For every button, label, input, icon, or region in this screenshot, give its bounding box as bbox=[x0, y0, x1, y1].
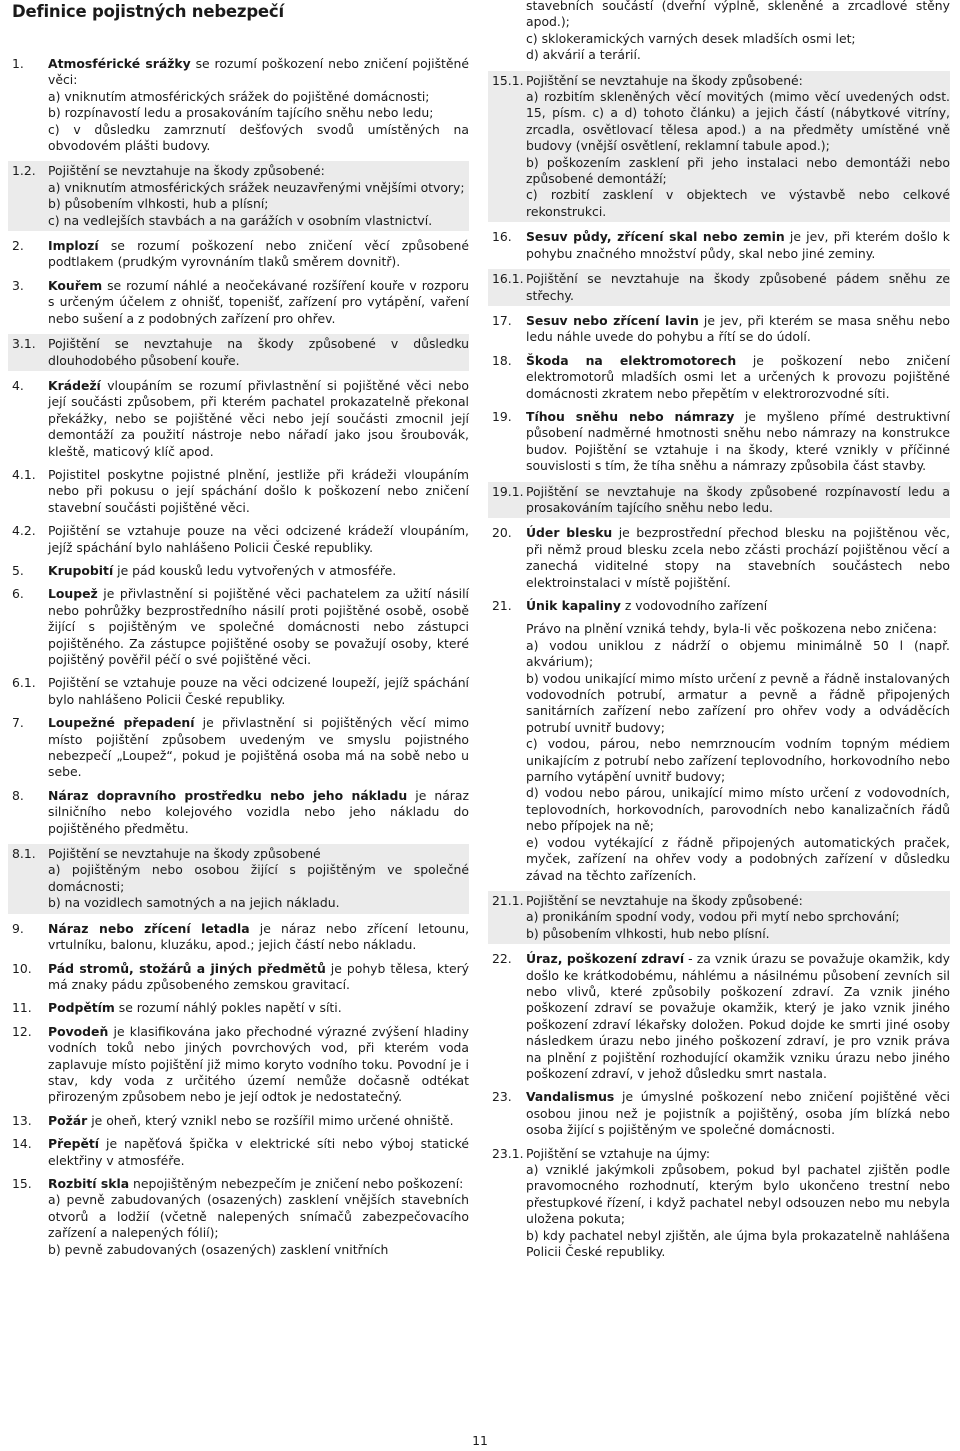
clause-text bbox=[526, 525, 950, 591]
clause-line-text: je bezprostřední přechod blesku na pojištěnou věc, při němž proud blesku zcela nebo zčásti prochází pojištěnou věcí a zanechá viditelné stopy na stavebních součástech nebo elektroinstalaci v místě pojištění. bbox=[526, 525, 951, 590]
clause-line-text: Pojištění se nevztahuje na škody způsobené rozpínavostí ledu a prosakováním tajícího sněhu nebo ledu. bbox=[526, 483, 950, 515]
clause-line bbox=[526, 229, 950, 262]
clause-text bbox=[48, 1000, 469, 1016]
clause-line-text: Právo na plnění vzniká tehdy, byla-li věc poškozena nebo zničena: bbox=[526, 621, 937, 637]
clause-line bbox=[526, 409, 950, 475]
clause-number: 20. bbox=[492, 525, 512, 541]
defined-term: Kouřem bbox=[48, 277, 103, 293]
defined-term: Podpětím bbox=[48, 1000, 115, 1016]
clause-line-text: je úmyslné poškození nebo zničení pojištěné věci osobou jinou než je pojistník a pojištěný, osoba jím blízká nebo osoba žijící s pojištěným ve společné domácnosti. bbox=[526, 1089, 950, 1138]
defined-term: Povodeň bbox=[48, 1023, 109, 1039]
clause-line-text: d) akvárií a terárií. bbox=[526, 47, 641, 63]
clause-18 bbox=[488, 353, 950, 402]
clause-line bbox=[526, 271, 950, 304]
clause-line bbox=[526, 484, 950, 517]
defined-term: Požár bbox=[48, 1112, 88, 1128]
clause-text bbox=[526, 598, 950, 614]
clause-7 bbox=[8, 715, 469, 781]
clause-text bbox=[526, 1089, 950, 1138]
clause-line bbox=[48, 1176, 469, 1192]
clause-line-text: b) poškozením zasklení při jeho instalaci nebo demontáži nebo způsobené demontáží; bbox=[526, 154, 950, 187]
clause-number: 15. bbox=[12, 1175, 32, 1191]
clause-number: 12. bbox=[12, 1023, 32, 1039]
clause-number: 23. bbox=[492, 1089, 512, 1105]
clause-text bbox=[48, 467, 469, 516]
clause-line bbox=[48, 1000, 469, 1016]
clause-line-text: se rozumí náhlé a neočekávané rozšíření kouře v rozporu s určeným účelem z ohnišť, topenišť, zařízení pro vytápění, vaření nebo sušení a z podobných zařízení pro ohřev. bbox=[48, 277, 469, 326]
clause-line bbox=[526, 951, 950, 1082]
clause-line bbox=[48, 862, 469, 895]
clause-line bbox=[48, 467, 469, 516]
clause-text bbox=[48, 1113, 469, 1129]
clause-line bbox=[526, 1162, 950, 1228]
clause-number: 1. bbox=[12, 56, 24, 71]
clause-line-text: nepojištěným nebezpečím je zničení nebo poškození: bbox=[129, 1175, 464, 1191]
clause-number: 14. bbox=[12, 1136, 32, 1152]
clause-8 bbox=[8, 788, 469, 837]
clause-text bbox=[48, 163, 469, 229]
clause-line bbox=[48, 180, 469, 196]
clause-line bbox=[48, 846, 469, 862]
clause-11 bbox=[8, 1000, 469, 1016]
clause-line bbox=[526, 736, 950, 785]
clause-number: 3. bbox=[12, 277, 24, 293]
clause-number: 16.1. bbox=[492, 271, 524, 287]
clause-line bbox=[48, 1242, 469, 1258]
clause-number: 21.1. bbox=[492, 892, 524, 908]
clause-line-text: Pojištění se vztahuje pouze na věci odcizené krádeží vloupáním, jejíž spáchání bylo nahlášeno Policii České republiky. bbox=[48, 523, 469, 555]
clause-number: 4.2. bbox=[12, 523, 36, 539]
clause-line-text: je oheň, který vznikl nebo se rozšířil mimo určené ohniště. bbox=[87, 1112, 454, 1128]
clause-text bbox=[526, 271, 950, 304]
clause-line-text: c) vodou, párou, nebo nemrznoucím vodním topným médiem unikajícím z potrubí nebo zařízení teplovodního, horkovodního nebo parního vytápění uvnitř budovy; bbox=[526, 736, 950, 785]
defined-term: Úraz, poškození zdraví bbox=[526, 951, 685, 967]
defined-term: Úder blesku bbox=[526, 525, 613, 541]
clause-number: 1.2. bbox=[12, 163, 36, 179]
clause-line bbox=[48, 961, 469, 994]
clause-number: 11. bbox=[12, 1000, 32, 1016]
clause-number: 10. bbox=[12, 960, 32, 976]
clause-line-text: b) působením vlhkosti, hub a plísní; bbox=[48, 196, 269, 212]
defined-term: Atmosférické srážky bbox=[48, 56, 191, 71]
clause-line bbox=[526, 0, 950, 31]
clause-line bbox=[526, 31, 950, 47]
clause-number: 21. bbox=[492, 598, 512, 613]
clause-text bbox=[526, 1146, 950, 1261]
clause-12 bbox=[8, 1024, 469, 1106]
clause-number: 23.1. bbox=[492, 1145, 524, 1161]
clause-line bbox=[526, 1146, 950, 1162]
clause-5 bbox=[8, 563, 469, 579]
clause-line bbox=[526, 1228, 950, 1261]
clause-20 bbox=[488, 525, 950, 591]
clause-line-text: je poškození nebo zničení elektromotorů mladších osmi let a určených k provozu pojištěné domácnosti zkratem nebo přepětím v elektrorozvodné síti. bbox=[526, 352, 950, 401]
clause-line-text: je klasifikována jako přechodné výrazné zvýšení hladiny vodních toků nebo jiných povrchových vod, při kterém voda zaplavuje místo pojištění již mimo koryto vodního toku. Povodní je i stav, kdy voda z určitého území nemůže dočasně odtékat přirozeným způsobem nebo je její odtok je nedostatečný. bbox=[48, 1023, 469, 1105]
clause-line-text: b) působením vlhkosti, hub nebo plísní. bbox=[526, 925, 770, 941]
clause-text bbox=[48, 56, 469, 154]
clause-line-text: c) sklokeramických varných desek mladších osmi let; bbox=[526, 30, 856, 46]
clause-line-text: je napěťová špička v elektrické síti nebo výboj statické elektřiny v atmosféře. bbox=[48, 1136, 469, 1168]
clause-line-text: je pád kousků ledu vytvořených v atmosféře. bbox=[113, 562, 397, 578]
clause-number: 22. bbox=[492, 951, 512, 967]
clause-line bbox=[526, 525, 950, 591]
clause-line-text: a) vniknutím atmosférických srážek neuzavřenými vnějšími otvory; bbox=[48, 179, 465, 195]
defined-term: Přepětí bbox=[48, 1136, 100, 1152]
clause-line bbox=[526, 1089, 950, 1138]
clause-number: 9. bbox=[12, 920, 24, 936]
clause-line-text: Pojištění se nevztahuje na škody způsobené: bbox=[48, 163, 325, 179]
clause-line bbox=[526, 909, 950, 925]
clause-line-text: je myšleno přímé destruktivní působení nadměrné hmotnosti sněhu nebo námrazy na konstrukce budov. Pojištění se vztahuje i na škody, které vznikly v příčinné souvislosti s tím, že tíha sněhu a námrazy způsobila část stavby. bbox=[526, 408, 950, 474]
clause-text bbox=[48, 278, 469, 327]
clause-line bbox=[48, 238, 469, 271]
clause-line bbox=[48, 895, 469, 911]
clause-text bbox=[526, 229, 950, 262]
clause-line-text: c) na vedlejších stavbách a na garážích v osobním vlastnictví. bbox=[48, 212, 433, 228]
defined-term: Pád stromů, stožárů a jiných předmětů bbox=[48, 960, 326, 976]
left-column bbox=[8, 56, 469, 1265]
defined-term: Sesuv půdy, zřícení skal nebo zemin bbox=[526, 229, 785, 245]
clause-line-text: Pojistitel poskytne pojistné plnění, jestliže při krádeži vloupáním nebo při pokusu o její spáchání došlo k poškození nebo zničení stavební součásti pojištěné věci. bbox=[48, 466, 469, 515]
clause-line bbox=[48, 1113, 469, 1129]
clause-line-text: a) pronikáním spodní vody, vodou při mytí nebo sprchování; bbox=[526, 909, 900, 925]
clause-line bbox=[48, 1192, 469, 1241]
clause-line bbox=[48, 523, 469, 556]
clause-line bbox=[526, 187, 950, 220]
clause-number: 7. bbox=[12, 715, 24, 731]
clause-line-text: vloupáním se rozumí přivlastnění si pojištěné věci nebo její součásti způsobem, při kterém pachatel prokazatelně překonal překážky, nebo se pojištěné věci nebo její součásti zmocnil její demontáží za použití nástroje nebo nářadí jako jsou šroubovák, kleště, maticový klíč apod. bbox=[48, 377, 469, 459]
clause-line bbox=[48, 89, 469, 105]
clause-line-text: a) pojištěným nebo osobou žijící s pojištěným ve společné domácnosti; bbox=[48, 862, 469, 894]
clause-line-text: a) vodou uniklou z nádrží o objemu minimálně 50 l (např. akvárium); bbox=[526, 637, 950, 670]
clause-text bbox=[526, 484, 950, 517]
clause-line-text: Pojištění se nevztahuje na škody způsobené v důsledku dlouhodobého působení kouře. bbox=[48, 336, 469, 368]
clause-line bbox=[48, 56, 469, 89]
clause-15 bbox=[8, 1176, 469, 1258]
clause-4-1 bbox=[8, 467, 469, 516]
clause-line bbox=[48, 196, 469, 212]
clause-line bbox=[526, 835, 950, 884]
clause-line bbox=[48, 278, 469, 327]
clause-23 bbox=[488, 1089, 950, 1138]
clause-line-text: c) rozbití zasklení v objektech ve výstavbě nebo celkové rekonstrukci. bbox=[526, 187, 950, 219]
clause-number bbox=[488, 0, 526, 64]
clause-line-text: se rozumí náhlý pokles napětí v síti. bbox=[114, 1000, 342, 1016]
clause-line bbox=[526, 73, 950, 89]
clause-line bbox=[48, 1024, 469, 1106]
clause-text bbox=[526, 621, 950, 884]
clause-number: 4.1. bbox=[12, 466, 36, 482]
clause-1-2 bbox=[8, 161, 469, 231]
clause-8-1 bbox=[8, 844, 469, 914]
clause-line-text: a) vniknutím atmosférických srážek do pojištěné domácnosti; bbox=[48, 88, 430, 104]
defined-term: Náraz nebo zřícení letadla bbox=[48, 920, 250, 936]
clause-number bbox=[488, 621, 526, 884]
clause-line-text: b) vodou unikající mimo místo určení z pevně a řádně instalovaných vodovodních potrubí, armatur a pevně a řádně připojených sanitárních zařízení nebo zařízení pro ohřev vody a odváděcích potrubí uvnitř budovy; bbox=[526, 670, 950, 735]
clause-15-1 bbox=[488, 71, 950, 223]
clause-14 bbox=[8, 1136, 469, 1169]
clause-line bbox=[48, 921, 469, 954]
clause-line bbox=[526, 313, 950, 346]
clause-3 bbox=[8, 278, 469, 327]
clause-19 bbox=[488, 409, 950, 475]
clause-line-text: je pohyb tělesa, který má znaky pádu způsobeného zemskou gravitací. bbox=[48, 960, 469, 992]
clause-16-1 bbox=[488, 269, 950, 306]
defined-term: Vandalismus bbox=[526, 1089, 615, 1105]
clause-22 bbox=[488, 951, 950, 1082]
defined-term: Loupež bbox=[48, 586, 98, 602]
clause-line bbox=[526, 598, 950, 614]
clause-line bbox=[526, 893, 950, 909]
clause-line bbox=[526, 785, 950, 834]
clause-line-text: Pojištění se vztahuje na újmy: bbox=[526, 1145, 711, 1161]
clause-line bbox=[48, 563, 469, 579]
clause-line-text: je přivlastnění si pojištěné věci pachatelem za užití násilí nebo pohrůžky bezprostředního násilí proti pojištěné osobě, osobě žijící s pojištěným ve společné domácnosti nebo zástupci pojištěného. Za zástupce pojištěné osoby se považují osoby, které pojištěný pověřil péčí o své pojištěné věci. bbox=[48, 586, 469, 667]
clause-number: 15.1. bbox=[492, 72, 524, 88]
clause-line-text: b) pevně zabudovaných (osazených) zasklení vnitřních bbox=[48, 1241, 389, 1257]
clause-text bbox=[526, 313, 950, 346]
clause-line bbox=[526, 47, 950, 63]
defined-term: Tíhou sněhu nebo námrazy bbox=[526, 408, 735, 424]
clause-number: 16. bbox=[492, 229, 512, 245]
clause-line-text: se rozumí poškození nebo zničení pojištěné věci: bbox=[48, 56, 469, 88]
clause-line-text: Pojištění se vztahuje pouze na věci odcizené loupeží, jejíž spáchání bylo nahlášeno Policii České republiky. bbox=[48, 675, 469, 707]
clause-line-text: je jev, při kterém se masa sněhu nebo ledu náhle uvede do pohybu a řítí se do údolí. bbox=[526, 312, 950, 345]
defined-term: Krádeží bbox=[48, 377, 101, 393]
clause-text bbox=[48, 788, 469, 837]
defined-term: Únik kapaliny bbox=[526, 598, 621, 613]
clause-line bbox=[48, 788, 469, 837]
clause-16 bbox=[488, 229, 950, 262]
clause-text bbox=[48, 715, 469, 781]
clause-line-text: b) kdy pachatel nebyl zjištěn, ale újma byla prokazatelně nahlášena Policii České republiky. bbox=[526, 1227, 950, 1260]
defined-term: Škoda na elektromotorech bbox=[526, 352, 737, 368]
clause-line-text: a) rozbitím skleněných věcí movitých (mimo věcí uvedených odst. 15, písm. c) a d) tohoto článku) a jejich částí (nábytkové vitríny, zrcadla, osvětlovací tělesa apod.) a na předměty umístěné vně budovy (vnější osvětlení, reklamní tabule apod.); bbox=[526, 89, 950, 154]
clause-21 bbox=[488, 598, 950, 614]
clause-line bbox=[526, 621, 950, 637]
clause-number: 19. bbox=[492, 408, 512, 424]
clause-line-text: - za vznik úrazu se považuje okamžik, kdy došlo ke krátkodobému, náhlému a násilnému působení zevních sil nebo vlivů, které způsobily poškození zdraví. Za vznik jiného poškození zdraví se považuje okamžik, který je jako vznik jiného poškození zdraví lékařsky doložen. Pokud dojde ke smrti jiné osoby následkem úrazu nebo jiného poškození zdraví, je pro vznik práva na plnění z pojištění rozhodující okamžik vzniku úrazu nebo jiného poškození zdraví, v jehož důsledku smrt nastala. bbox=[526, 951, 950, 1081]
clause-number: 2. bbox=[12, 238, 24, 254]
page-title: Definice pojistných nebezpečí bbox=[12, 2, 284, 21]
clause-text bbox=[48, 846, 469, 912]
clause-number: 13. bbox=[12, 1112, 32, 1128]
clause-number: 8. bbox=[12, 787, 24, 803]
clause-2 bbox=[8, 238, 469, 271]
clause-line bbox=[48, 336, 469, 369]
clause-4 bbox=[8, 378, 469, 460]
clause-line bbox=[526, 89, 950, 155]
clause-line bbox=[48, 715, 469, 781]
clause-line bbox=[48, 213, 469, 229]
clause-text bbox=[48, 563, 469, 579]
clause-text bbox=[48, 336, 469, 369]
clause-text bbox=[526, 0, 950, 64]
clause-number: 19.1. bbox=[492, 483, 524, 499]
defined-term: Krupobití bbox=[48, 562, 114, 578]
clause-4-2 bbox=[8, 523, 469, 556]
clause-3-1 bbox=[8, 334, 469, 371]
clause-line bbox=[48, 378, 469, 460]
clause-line bbox=[526, 155, 950, 188]
clause-number: 6.1. bbox=[12, 675, 36, 691]
defined-term: Rozbití skla bbox=[48, 1175, 130, 1191]
clause-text bbox=[48, 238, 469, 271]
clause-number: 5. bbox=[12, 562, 24, 578]
clause-17 bbox=[488, 313, 950, 346]
clause-line-text: se rozumí poškození nebo zničení věcí způsobené podtlakem (prudkým vyrovnáním tlaků směrem dovnitř). bbox=[48, 238, 469, 270]
clause-line-text: d) vodou nebo párou, unikající mimo místo určení z vodovodních, teplovodních, horkovodních, parovodních nebo kanalizačních řádů nebo přípojek na ně; bbox=[526, 785, 950, 834]
clause-line-text: c) v důsledku zamrznutí dešťových svodů umístěných na obvodovém plášti budovy. bbox=[48, 121, 469, 154]
clause-line-text: je náraz silničního nebo kolejového vozidla nebo jeho nákladu do pojištěného předmětu. bbox=[48, 787, 469, 836]
clause-line-text: Pojištění se nevztahuje na škody způsobené: bbox=[526, 72, 803, 88]
clause-line-text: je náraz nebo zřícení letounu, vrtulníku, balonu, kluzáku, apod.; jejich částí nebo nákladu. bbox=[48, 920, 470, 953]
clause-text bbox=[48, 921, 469, 954]
clause-text bbox=[526, 409, 950, 475]
right-column bbox=[488, 0, 950, 1267]
clause-line bbox=[48, 675, 469, 708]
clause-continuation bbox=[488, 0, 950, 64]
clause-text bbox=[48, 1136, 469, 1169]
clause-line-text: z vodovodního zařízení bbox=[620, 598, 768, 613]
clause-line-text: b) rozpínavostí ledu a prosakováním tajícího sněhu nebo ledu; bbox=[48, 105, 434, 121]
clause-number: 8.1. bbox=[12, 846, 36, 862]
clause-line-text: Pojištění se nevztahuje na škody způsobené: bbox=[526, 892, 803, 908]
clause-line bbox=[48, 105, 469, 121]
clause-line-text: Pojištění se nevztahuje na škody způsobené pádem sněhu ze střechy. bbox=[526, 271, 950, 303]
clause-21-1 bbox=[488, 891, 950, 944]
clause-line-text: je přivlastnění si pojištěných věcí mimo místo pojištění způsobem uvedeným ve smyslu pojistného nebezpečí „Loupež“, pokud je pojištěná osoba má na sobě nebo u sebe. bbox=[48, 715, 469, 780]
clause-line-text: e) vodou vytékající z řádně připojených automatických praček, myček, zařízení na ohřev vody a podobných zařízení v důsledku závad na těchto zařízeních. bbox=[526, 834, 950, 883]
clause-10 bbox=[8, 961, 469, 994]
clause-line-text: b) na vozidlech samotných a na jejich nákladu. bbox=[48, 895, 340, 911]
clause-number: 18. bbox=[492, 352, 512, 368]
clause-line-text: a) pevně zabudovaných (osazených) zasklení vnějších stavebních otvorů a lodžií (včetně nalepených snímačů zabezpečovacího zařízení a nalepených fólií); bbox=[48, 1192, 469, 1241]
clause-text bbox=[48, 378, 469, 460]
clause-text bbox=[526, 353, 950, 402]
clause-line bbox=[526, 926, 950, 942]
defined-term: Implozí bbox=[48, 238, 99, 254]
clause-line-text: stavebních součástí (dveřní výplně, skleněné a zrcadlové stěny apod.); bbox=[526, 0, 950, 30]
clause-text bbox=[48, 586, 469, 668]
clause-line bbox=[48, 1136, 469, 1169]
clause-line bbox=[48, 586, 469, 668]
clause-number: 3.1. bbox=[12, 336, 36, 352]
clause-text bbox=[48, 961, 469, 994]
clause-text bbox=[48, 1176, 469, 1258]
clause-line bbox=[526, 671, 950, 737]
clause-number: 4. bbox=[12, 377, 24, 393]
clause-13 bbox=[8, 1113, 469, 1129]
clause-line-text: je jev, při kterém došlo k pohybu značného množství půdy, skal nebo jiné zeminy. bbox=[526, 229, 950, 261]
defined-term: Sesuv nebo zřícení lavin bbox=[526, 312, 699, 328]
clause-number: 6. bbox=[12, 586, 24, 602]
clause-1 bbox=[8, 56, 469, 154]
clause-text bbox=[526, 73, 950, 221]
clause-line bbox=[48, 163, 469, 179]
clause-6 bbox=[8, 586, 469, 668]
clause-continuation bbox=[488, 621, 950, 884]
page-number: 11 bbox=[472, 1433, 488, 1448]
clause-text bbox=[526, 951, 950, 1082]
clause-line bbox=[526, 638, 950, 671]
clause-19-1 bbox=[488, 482, 950, 519]
clause-number: 17. bbox=[492, 312, 512, 328]
defined-term: Loupežné přepadení bbox=[48, 715, 195, 731]
clause-line bbox=[526, 353, 950, 402]
defined-term: Náraz dopravního prostředku nebo jeho nákladu bbox=[48, 787, 408, 803]
clause-text bbox=[48, 675, 469, 708]
clause-23-1 bbox=[488, 1146, 950, 1261]
clause-6-1 bbox=[8, 675, 469, 708]
clause-line-text: a) vzniklé jakýmkoli způsobem, pokud byl pachatel zjištěn podle pravomocného rozhodnutí, kterým bylo ukončeno trestní nebo přestupkové řízení, i když pachatel nebyl odsouzen nebo mu nebyla uložena pokuta; bbox=[526, 1162, 950, 1227]
clause-line bbox=[48, 122, 469, 155]
clause-9 bbox=[8, 921, 469, 954]
clause-text bbox=[526, 893, 950, 942]
clause-text bbox=[48, 523, 469, 556]
clause-line-text: Pojištění se nevztahuje na škody způsobené bbox=[48, 846, 321, 862]
clause-text bbox=[48, 1024, 469, 1106]
